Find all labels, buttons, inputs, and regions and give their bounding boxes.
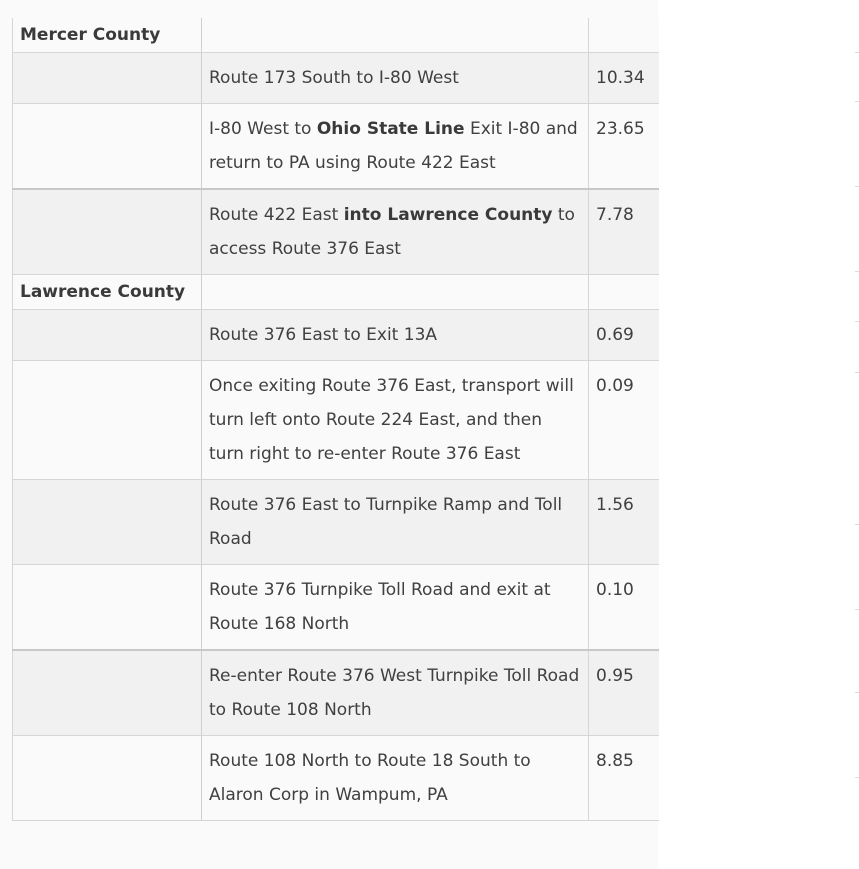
- route-description: [202, 310, 589, 361]
- route-description-text: Once exiting Route 376 East, transport will turn left onto Route 224 East, and then turn right to re-enter Route 376 East: [209, 376, 574, 464]
- county-blank-cell: [13, 361, 202, 480]
- route-miles: 7.78: [589, 189, 660, 275]
- route-description-text: Exit I-80 and return to PA using Route 422 East: [209, 119, 578, 173]
- county-name-cell: [13, 18, 202, 53]
- route-miles: 0.09: [589, 361, 660, 480]
- route-description: [202, 565, 589, 651]
- empty-cell: [589, 275, 660, 310]
- route-row: [13, 361, 660, 480]
- route-row: [13, 650, 660, 736]
- right-blank-pane: [658, 0, 859, 869]
- route-row: [13, 736, 660, 821]
- route-description: [202, 736, 589, 821]
- route-table: [12, 18, 659, 821]
- county-name: Mercer County: [20, 25, 161, 45]
- route-description-text: Route 173 South to I-80 West: [209, 68, 459, 88]
- route-description-text: Re-enter Route 376 West Turnpike Toll Road to Route 108 North: [209, 666, 580, 720]
- county-blank-cell: [13, 53, 202, 104]
- route-row: [13, 565, 660, 651]
- route-miles: 23.65: [589, 104, 660, 190]
- route-miles: 8.85: [589, 736, 660, 821]
- county-blank-cell: [13, 736, 202, 821]
- right-edge-rule: [855, 0, 859, 869]
- empty-cell: [589, 18, 660, 53]
- route-miles: 0.69: [589, 310, 660, 361]
- route-row: [13, 53, 660, 104]
- route-table-body: [13, 18, 660, 821]
- empty-cell: [202, 18, 589, 53]
- route-description: [202, 189, 589, 275]
- route-description-text: Route 376 Turnpike Toll Road and exit at Route 168 North: [209, 580, 551, 634]
- county-name: Lawrence County: [20, 282, 186, 302]
- county-header-row: [13, 275, 660, 310]
- route-description: [202, 104, 589, 190]
- route-description-text: to access Route 376 East: [209, 205, 575, 259]
- county-name-cell: [13, 275, 202, 310]
- route-row: [13, 189, 660, 275]
- route-description: [202, 480, 589, 565]
- route-description-text: Route 108 North to Route 18 South to Alaron Corp in Wampum, PA: [209, 751, 531, 805]
- route-description-text: I-80 West to: [209, 119, 317, 139]
- route-description-text: Route 376 East to Exit 13A: [209, 325, 438, 345]
- route-description-bold: into Lawrence County: [343, 205, 553, 225]
- route-description: [202, 361, 589, 480]
- county-blank-cell: [13, 565, 202, 651]
- route-miles: 10.34: [589, 53, 660, 104]
- empty-cell: [202, 275, 589, 310]
- county-blank-cell: [13, 650, 202, 736]
- route-miles: 0.95: [589, 650, 660, 736]
- route-row: [13, 310, 660, 361]
- route-description-text: Route 376 East to Turnpike Ramp and Toll Road: [209, 495, 563, 549]
- route-description-bold: Ohio State Line: [316, 119, 465, 139]
- route-miles: 0.10: [589, 565, 660, 651]
- county-blank-cell: [13, 480, 202, 565]
- route-description: [202, 53, 589, 104]
- county-blank-cell: [13, 189, 202, 275]
- route-description: [202, 650, 589, 736]
- county-header-row: [13, 18, 660, 53]
- route-miles: 1.56: [589, 480, 660, 565]
- county-blank-cell: [13, 310, 202, 361]
- route-row: [13, 104, 660, 190]
- route-description-text: Route 422 East: [209, 205, 344, 225]
- county-blank-cell: [13, 104, 202, 190]
- route-row: [13, 480, 660, 565]
